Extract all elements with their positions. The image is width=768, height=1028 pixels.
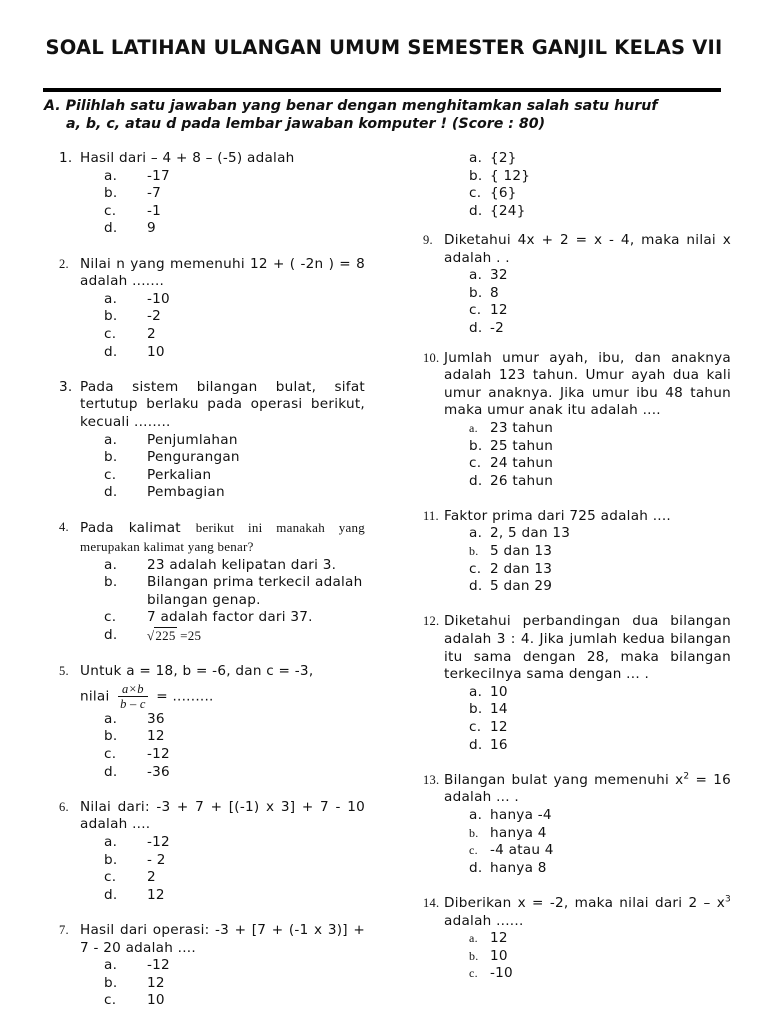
option-list <box>444 267 731 337</box>
question-2 <box>59 256 365 362</box>
question-number: 14. <box>423 895 440 910</box>
fraction: $\frac{a\times b}{b - c}$ <box>120 681 146 711</box>
option-c: c. 7 adalah factor dari 37. <box>104 609 313 626</box>
option-list <box>80 168 365 238</box>
question-number: 10. <box>423 350 440 365</box>
option-a: a. -17 <box>104 167 170 184</box>
question-number: 4. <box>59 520 69 535</box>
question-14 <box>423 895 731 983</box>
question-number: 1. <box>59 150 73 166</box>
question-stem: Diberikan x = -2, maka nilai dari $2 - x^3$ adalah ...... <box>444 894 731 929</box>
option-c: c. 24 tahun <box>469 455 554 472</box>
option-list <box>444 807 731 877</box>
option-b: b. 10 <box>469 947 508 964</box>
question-number: 13. <box>423 772 440 787</box>
option-a: a. hanya -4 <box>469 806 552 823</box>
question-1 <box>59 150 365 238</box>
option-d: d. hanya 8 <box>469 859 547 876</box>
question-number: 9. <box>423 232 433 247</box>
option-list <box>444 930 731 983</box>
option-d: d. -36 <box>104 763 170 780</box>
option-c: c. 12 <box>469 719 508 735</box>
option-b: b. hanya 4 <box>469 824 547 841</box>
option-a: a. 2, 5 dan 13 <box>469 525 571 542</box>
left-column <box>59 150 365 1028</box>
question-number: 7. <box>59 922 69 937</box>
option-c: c. 2 <box>104 325 156 342</box>
option-b: b. -7 <box>104 185 162 202</box>
option-d: d. 12 <box>104 886 165 903</box>
option-c: c. 10 <box>104 992 165 1009</box>
question-11 <box>423 508 731 596</box>
option-list <box>80 557 365 646</box>
option-b: b. 14 <box>469 701 508 718</box>
option-c: c. 12 <box>469 302 508 319</box>
option-d: d. Pembagian <box>104 484 225 501</box>
sqrt-expression: √225 =25 <box>147 628 202 644</box>
option-b: b. - 2 <box>104 851 166 868</box>
option-c: c. -1 <box>104 202 162 219</box>
option-b: b. Bilangan prima terkecil adalah bilangan genap. <box>104 574 363 608</box>
instruction <box>44 97 734 133</box>
option-b: b. 12 <box>104 974 165 991</box>
instruction-line-1: A. Pilihlah satu jawaban yang benar dengan menghitamkan salah satu huruf <box>44 98 658 114</box>
option-a: a. 10 <box>469 683 508 700</box>
option-d: d. 26 tahun <box>469 472 554 489</box>
option-list <box>80 834 365 904</box>
question-8-options <box>423 150 731 220</box>
option-a: a. -12 <box>104 957 170 974</box>
option-b: b. 8 <box>469 284 499 301</box>
option-d: d. 9 <box>104 220 156 237</box>
option-a: a. -10 <box>104 290 170 307</box>
question-stem: Nilai n yang memenuhi 12 + ( -2n ) = 8 adalah ....... <box>80 255 365 290</box>
option-b: b. 5 dan 13 <box>469 543 553 560</box>
question-9 <box>423 232 731 338</box>
question-stem: Untuk a = 18, b = -6, dan c = -3, <box>80 663 314 680</box>
page-title: SOAL LATIHAN ULANGAN UMUM SEMESTER GANJIL KELAS VII <box>45 36 723 59</box>
question-stem: Bilangan bulat yang memenuhi $x^2 = 16$ adalah ... . <box>444 771 731 806</box>
option-list <box>444 525 731 595</box>
option-list <box>80 432 365 502</box>
question-4 <box>59 519 365 645</box>
option-c: c. 2 dan 13 <box>469 560 553 577</box>
option-c: c. {6} <box>469 185 517 202</box>
option-b: b. -2 <box>104 308 162 325</box>
question-number: 12. <box>423 614 440 629</box>
question-number: 2. <box>59 256 69 271</box>
option-a: a. 23 adalah kelipatan dari 3. <box>104 556 337 573</box>
right-column <box>423 150 731 1001</box>
option-d: d. 16 <box>469 736 508 753</box>
option-b: b. 12 <box>104 728 165 745</box>
question-stem: Hasil dari – 4 + 8 – (-5) adalah <box>80 150 295 166</box>
option-list <box>444 150 731 220</box>
option-a: a. 36 <box>104 710 165 727</box>
option-d: d. {24} <box>469 202 526 219</box>
question-3 <box>59 379 365 502</box>
option-d: d. 10 <box>104 343 165 360</box>
question-13 <box>423 772 731 878</box>
question-stem: Jumlah umur ayah, ibu, dan anaknya adalah 123 tahun. Umur ayah dua kali umur anaknya. Jika umur ibu 48 tahun maka umur anak itu adalah .... <box>444 349 731 419</box>
question-number: 3. <box>59 378 73 395</box>
option-a: a. 23 tahun <box>469 419 554 436</box>
option-d: d. √225 =25 <box>104 627 202 644</box>
question-6 <box>59 799 365 905</box>
question-stem: Nilai dari: -3 + 7 + [(-1) x 3] + 7 - 10 adalah .... <box>80 798 365 833</box>
option-a: a. 32 <box>469 267 508 284</box>
title-divider <box>43 88 721 92</box>
option-d: d. -2 <box>469 319 505 336</box>
question-stem: Diketahui perbandingan dua bilangan adalah 3 : 4. Jika jumlah kedua bilangan itu sama dengan 28, maka bilangan terkecilnya sama dengan ... . <box>444 613 731 683</box>
option-c: c. -12 <box>104 746 170 762</box>
question-10 <box>423 350 731 491</box>
question-5 <box>59 663 365 781</box>
question-stem-formula: nilai $\frac{a\times b}{b - c}$ = ......... <box>80 681 214 711</box>
question-stem: Diketahui 4x + 2 = x - 4, maka nilai x adalah . . <box>444 231 731 266</box>
option-a: a. -12 <box>104 833 170 850</box>
question-12 <box>423 613 731 754</box>
question-stem: Hasil dari operasi: -3 + [7 + (-1 x 3)] + 7 - 20 adalah .... <box>80 921 365 956</box>
option-d: d. 5 dan 29 <box>469 578 553 595</box>
option-list <box>444 684 731 754</box>
instruction-line-2: a, b, c, atau d pada lembar jawaban komputer ! (Score : 80) <box>66 116 546 132</box>
question-7 <box>59 922 365 1010</box>
option-c: c. Perkalian <box>104 466 212 483</box>
option-list <box>80 957 365 1010</box>
option-a: a. 12 <box>469 930 508 947</box>
option-c: c. -4 atau 4 <box>469 842 554 859</box>
question-stem: Faktor prima dari 725 adalah .... <box>444 507 671 524</box>
option-list <box>80 291 365 361</box>
option-c: c. -10 <box>469 965 513 982</box>
question-stem: Pada sistem bilangan bulat, sifat tertutup berlaku pada operasi berikut, kecuali ........ <box>80 378 365 430</box>
question-number: 6. <box>59 799 69 814</box>
option-b: b. { 12} <box>469 167 531 184</box>
option-list <box>444 420 731 490</box>
question-number: 5. <box>59 664 69 679</box>
option-b: b. Pengurangan <box>104 449 240 466</box>
option-c: c. 2 <box>104 869 156 886</box>
question-stem: Pada kalimat berikut ini manakah yang merupakan kalimat yang benar? <box>80 520 365 555</box>
option-list <box>80 711 365 781</box>
option-b: b. 25 tahun <box>469 437 554 454</box>
option-a: a. {2} <box>469 150 517 166</box>
question-number: 11. <box>423 508 439 523</box>
option-a: a. Penjumlahan <box>104 431 238 448</box>
